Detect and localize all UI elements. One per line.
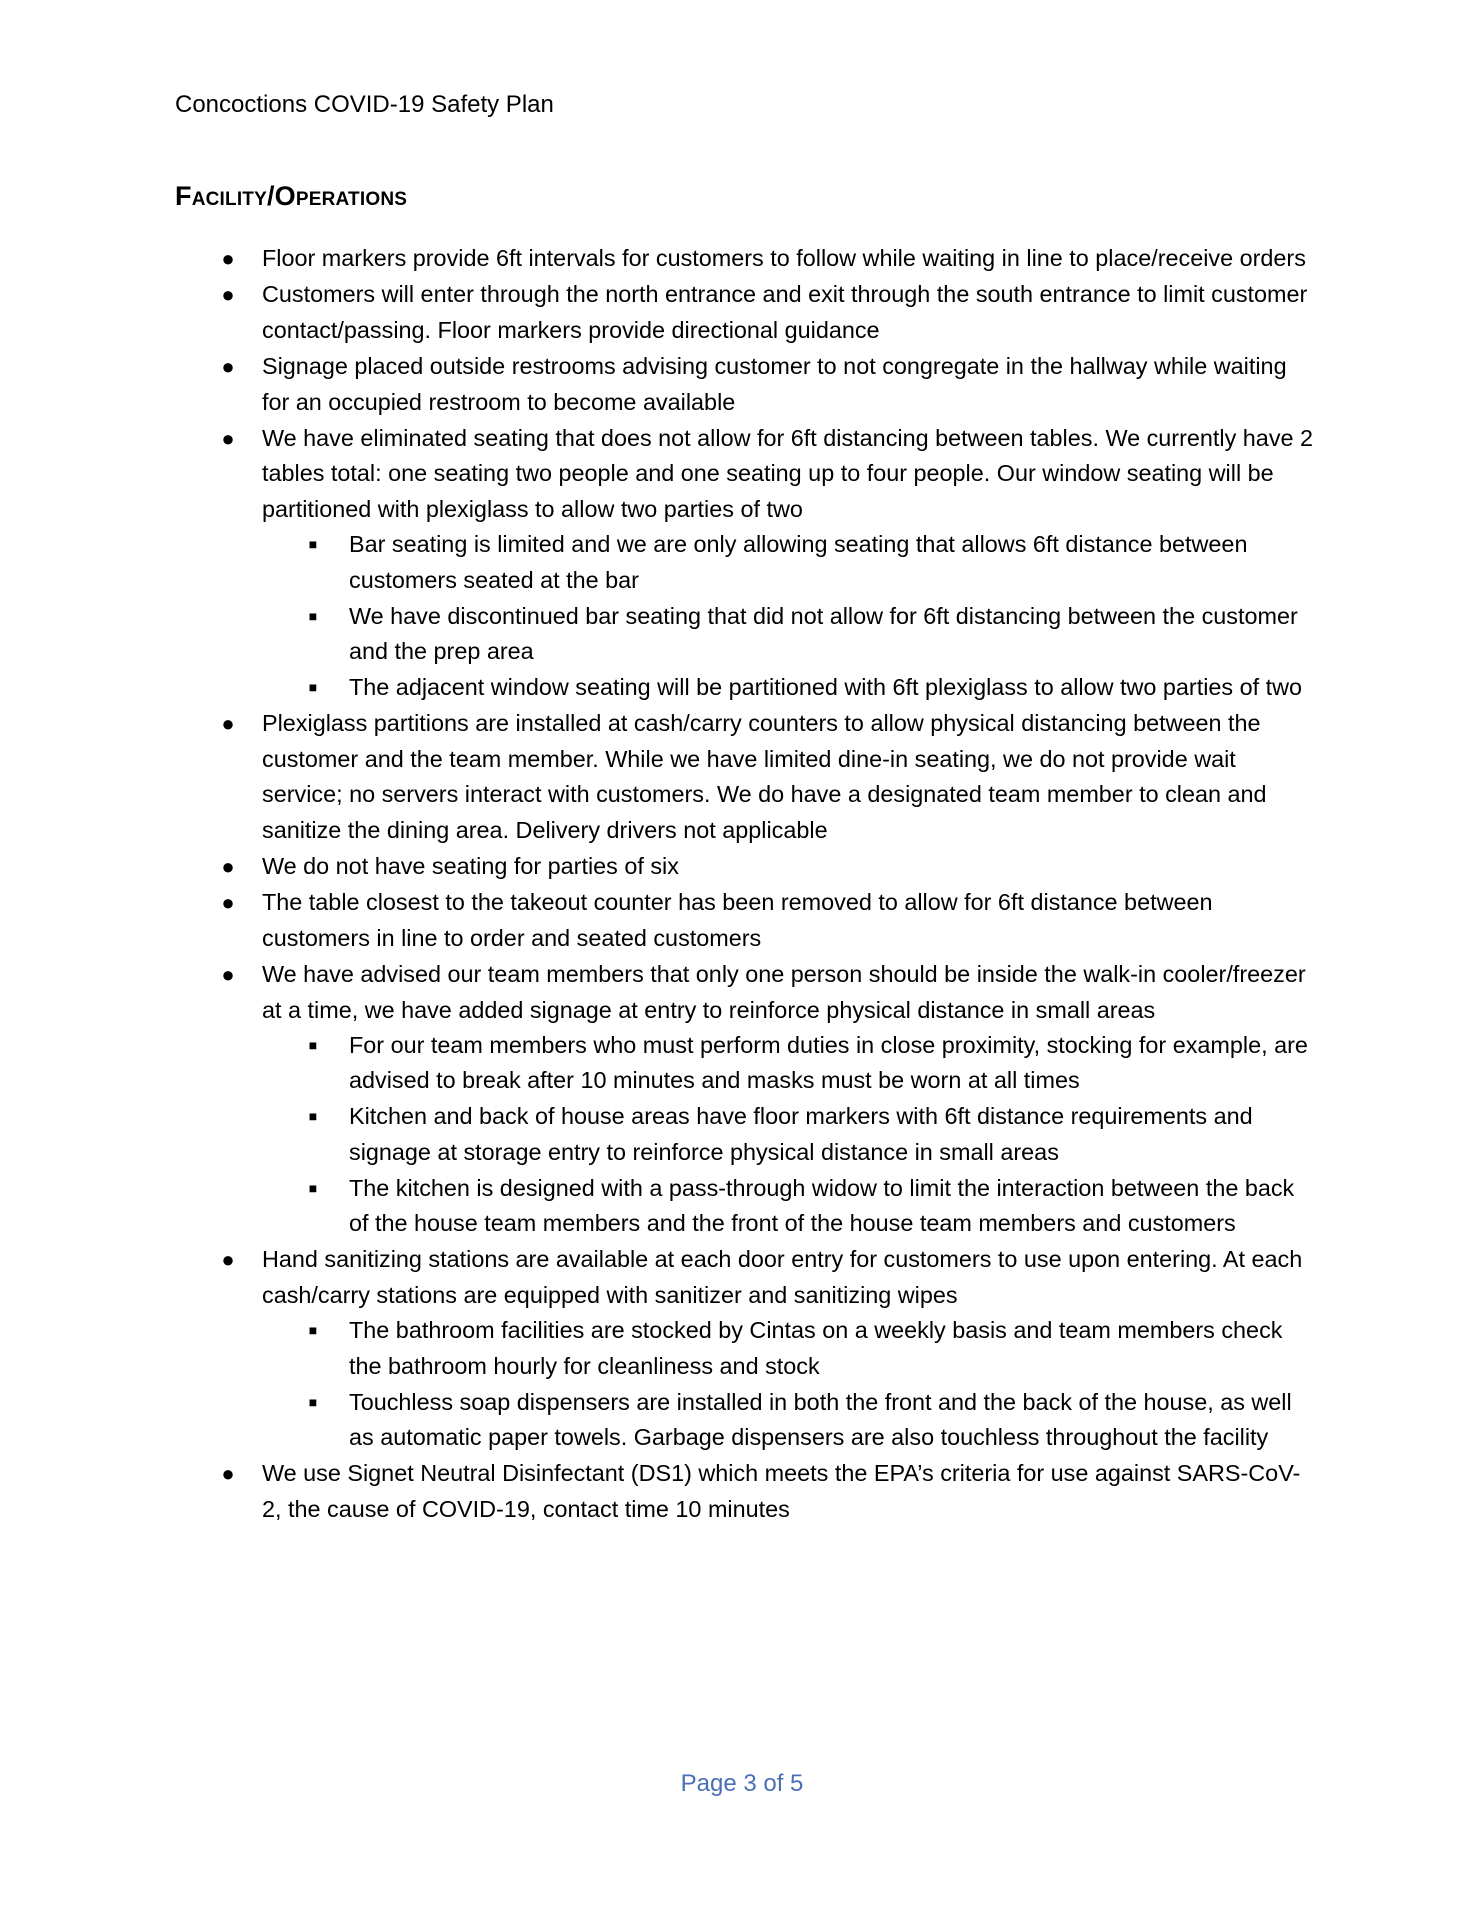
list-item — [175, 349, 1315, 420]
sub-bullet-list — [262, 1313, 1315, 1455]
sub-list-item — [262, 1099, 1315, 1170]
sub-list-item-text: Bar seating is limited and we are only allowing seating that allows 6ft distance between customers seated at the bar — [349, 531, 1248, 593]
square-bullet-icon: ■ — [308, 1393, 318, 1410]
square-bullet-icon: ■ — [308, 1108, 318, 1125]
square-bullet-icon: ■ — [308, 1322, 318, 1339]
bullet-icon: ● — [221, 354, 235, 380]
list-item — [175, 1456, 1315, 1527]
bullet-icon: ● — [221, 1247, 235, 1273]
list-item — [175, 241, 1315, 276]
bullet-list — [175, 241, 1315, 1527]
document-body — [175, 241, 1315, 1528]
bullet-icon: ● — [221, 853, 235, 879]
bullet-icon: ● — [221, 426, 235, 452]
square-bullet-icon: ■ — [308, 607, 318, 624]
sub-list-item-text: The adjacent window seating will be partitioned with 6ft plexiglass to allow two parties of two — [349, 673, 1303, 700]
page-number: Page 3 of 5 — [680, 1770, 804, 1797]
sub-list-item — [262, 1171, 1315, 1242]
list-item-text: Customers will enter through the north entrance and exit through the south entrance to limit customer contact/passing. Floor markers provide directional guidance — [262, 281, 1308, 343]
square-bullet-icon: ■ — [308, 678, 318, 695]
sub-list-item — [262, 1313, 1315, 1384]
sub-bullet-list — [262, 527, 1315, 705]
list-item-text: We have eliminated seating that does not allow for 6ft distancing between tables. We currently have 2 tables total: one seating two people and one seating up to four people. Our window seating will be partitioned with plexiglass to allow two parties of two — [262, 425, 1314, 522]
bullet-icon: ● — [221, 890, 235, 916]
bullet-icon: ● — [221, 246, 235, 271]
list-item — [175, 849, 1315, 884]
sub-list-item — [262, 670, 1315, 705]
list-item — [175, 1242, 1315, 1455]
list-item — [175, 885, 1315, 956]
sub-list-item — [262, 1385, 1315, 1456]
list-item-text: Hand sanitizing stations are available at each door entry for customers to use upon entering. At each cash/carry stations are equipped with sanitizer and sanitizing wipes — [262, 1246, 1303, 1308]
sub-list-item-text: The bathroom facilities are stocked by Cintas on a weekly basis and team members check the bathroom hourly for cleanliness and stock — [349, 1317, 1283, 1379]
list-item-text: We use Signet Neutral Disinfectant (DS1) which meets the EPA’s criteria for use against SARS-CoV-2, the cause of COVID-19, contact time 10 minutes — [262, 1460, 1301, 1522]
square-bullet-icon: ■ — [308, 1179, 318, 1196]
list-item — [175, 421, 1315, 705]
page-header: Concoctions COVID-19 Safety Plan — [175, 91, 554, 118]
square-bullet-icon: ■ — [308, 536, 318, 553]
sub-list-item-text: For our team members who must perform duties in close proximity, stocking for example, are advised to break after 10 minutes and masks must be worn at all times — [349, 1031, 1308, 1094]
list-item-text: Signage placed outside restrooms advising customer to not congregate in the hallway while waiting for an occupied restroom to become available — [262, 353, 1287, 415]
sub-list-item-text: Kitchen and back of house areas have floor markers with 6ft distance requirements and signage at storage entry to reinforce physical distance in small areas — [349, 1103, 1253, 1165]
sub-list-item — [262, 527, 1315, 598]
sub-list-item — [262, 1028, 1315, 1099]
bullet-icon: ● — [221, 1461, 235, 1487]
sub-list-item-text: Touchless soap dispensers are installed in both the front and the back of the house, as well as automatic paper towels. Garbage dispensers are also touchless throughout the facility — [349, 1388, 1292, 1450]
list-item — [175, 957, 1315, 1241]
sub-bullet-list — [262, 1028, 1315, 1241]
list-item-text: We do not have seating for parties of six — [262, 852, 679, 879]
list-item-text: Floor markers provide 6ft intervals for customers to follow while waiting in line to place/receive orders — [262, 245, 1306, 271]
list-item-text: We have advised our team members that only one person should be inside the walk-in cooler/freezer at a time, we have added signage at entry to reinforce physical distance in small areas — [262, 961, 1306, 1023]
sub-list-item — [262, 599, 1315, 670]
bullet-icon: ● — [221, 711, 235, 737]
sub-list-item-text: The kitchen is designed with a pass-through widow to limit the interaction between the back of the house team members and the front of the house team members and customers — [349, 1174, 1295, 1236]
bullet-icon: ● — [221, 962, 235, 988]
list-item — [175, 706, 1315, 848]
list-item-text: Plexiglass partitions are installed at cash/carry counters to allow physical distancing between the customer and the team member. While we have limited dine-in seating, we do not provide wait service; no servers interact with customers. We do have a designated team member to clean and sanitize the dining area. Delivery drivers not applicable — [262, 710, 1267, 843]
list-item — [175, 277, 1315, 348]
sub-list-item-text: We have discontinued bar seating that did not allow for 6ft distancing between the customer and the prep area — [349, 602, 1298, 664]
bullet-icon: ● — [221, 282, 235, 308]
list-item-text: The table closest to the takeout counter has been removed to allow for 6ft distance between customers in line to order and seated customers — [262, 889, 1213, 951]
section-heading: Facility/Operations — [175, 181, 408, 211]
square-bullet-icon: ■ — [308, 1036, 318, 1053]
